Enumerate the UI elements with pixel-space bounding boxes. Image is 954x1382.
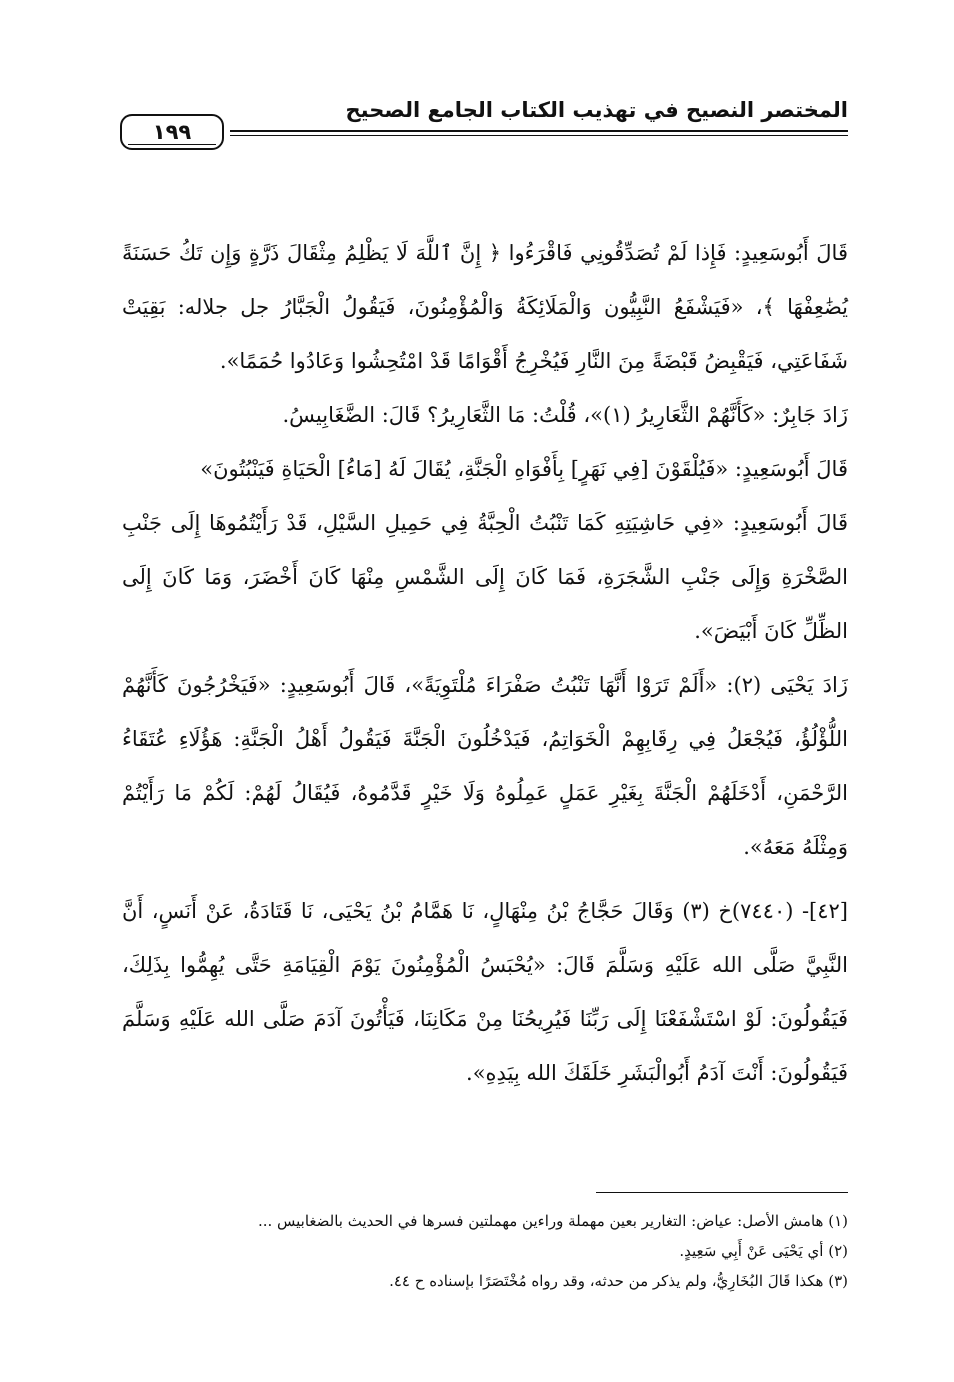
paragraph: قَالَ أَبُوسَعِيدٍ: فَإِذا لَمْ تُصَدِّقُونِي فَاقْرَءُوا ﴿ إِنَّ ٱللَّهَ لَا يَظْلِمُ مِثْقَالَ ذَرَّةٍ وَإِن تَكُ حَسَنَةً يُضَٰعِفْهَا ﴾، «فَيَشْفَعُ النَّبِيُّون وَالْمَلَائِكَةُ وَالْمُؤْمِنُونَ، فَيَقُولُ الْجَبَّارُ جل جلاله: بَقِيَتْ شَفَاعَتِي، فَيَقْبِضُ قَبْضَةً مِنَ النَّارِ فَيُخْرِجُ أَقْوَامًا قَدْ امْتُحِشُوا وَعَادُوا حُمَمًا». xyxy=(122,241,848,373)
paragraph: زَادَ جَابِرٌ: «كَأَنَّهُمْ الثَّعَارِيرُ (١)»، قُلْتُ: مَا الثَّعَارِيرُ؟ قَالَ: الضَّغَابِيسُ. xyxy=(282,403,848,427)
footnote-1: (١) هامش الأصل: عياض: التغارير بعين مهملة وراءين مهملتين فسرها في الحديث بالضغابيس ... xyxy=(257,1212,848,1230)
paragraph: قَالَ أَبُوسَعِيدٍ: «فَيُلْقَوْنَ [فِي نَهَرٍ] بِأَفْوَاهِ الْجَنَّةِ، يُقَالَ لَهُ [مَاءُ] الْحَيَاةِ فَيَنْبُتُونَ» xyxy=(200,457,848,481)
hadith-paragraph: [٤٢]- (٧٤٤٠)خ (٣) وَقَالَ حَجَّاجُ بْنُ مِنْهَالٍ، نَا هَمَّامُ بْنُ يَحْيَى، نَا قَتَادَةُ، عَنْ أَنَسٍ، أَنَّ النَّبِيَّ صَلَّى الله عَلَيْهِ وَسَلَّمَ قَالَ: «يُحْبَسُ الْمُؤْمِنُونَ يَوْمَ الْقِيَامَةِ حَتَّى يُهِمُّوا بِذَلِكَ، فَيَقُولُونَ: لَوْ اسْتَشْفَعْنَا إِلَى رَبِّنَا فَيُرِيحُنَا مِنْ مَكَانِنَا، فَيَأْتُونَ آدَمَ صَلَّى الله عَلَيْهِ وَسَلَّمَ فَيَقُولُونَ: أَنْتَ آدَمُ أَبُوالْبَشَرِ خَلَقَكَ الله بِيَدِهِ». xyxy=(122,899,848,1085)
footnote-divider xyxy=(596,1192,848,1193)
paragraph: قَالَ أَبُوسَعِيدٍ: «فِي حَاشِيَتِهِ كَمَا تَنْبُتُ الْحِبَّةُ فِي حَمِيلِ السَّيْلِ، قَدْ رَأَيْتُمُوهَا إِلَى جَنْبِ الصَّخْرَةِ وَإِلَى جَنْبِ الشَّجَرَةِ، فَمَا كَانَ إِلَى الشَّمْسِ مِنْهَا كَانَ أَخْضَرَ، وَمَا كَانَ إِلَى الظِّلِّ كَانَ أَبْيَضَ». xyxy=(122,511,848,643)
page-number: ١٩٩ xyxy=(120,114,224,150)
footnote-2: (٢) أي يَحْيَى عَنْ أَبِي سَعِيدٍ. xyxy=(679,1242,848,1260)
paragraph: زَادَ يَحْيَى (٢): «أَلَمْ تَرَوْا أَنَّهَا تَنْبُتُ صَفْرَاءَ مُلْتَوِيَةً»، قَالَ أَبُوسَعِيدٍ: «فَيَخْرُجُونَ كَأَنَّهُمْ اللُّؤْلُؤُ، فَيُجْعَلُ فِي رِقَابِهِمْ الْخَوَاتِمُ، فَيَدْخُلُونَ الْجَنَّةَ فَيَقُولُ أَهْلُ الْجَنَّةِ: هَؤُلَاءِ عُتَقَاءُ الرَّحْمَنِ، أَدْخَلَهُمْ الْجَنَّةَ بِغَيْرِ عَمَلٍ عَمِلُوهُ وَلَا خَيْرٍ قَدَّمُوهُ، فَيُقَالُ لَهُمْ: لَكُمْ مَا رَأَيْتُمْ وَمِثْلَهُ مَعَهُ». xyxy=(122,673,848,859)
footnote-3: (٣) هكذا قَالَ البُخَارِيُّ، ولم يذكر من حدثه، وقد رواه مُخْتَصَرًا بإسناده ح ٤٤. xyxy=(389,1272,848,1290)
page-header xyxy=(120,92,848,152)
main-text xyxy=(122,226,848,1100)
running-title: المختصر النصيح في تهذيب الكتاب الجامع الصحيح xyxy=(345,98,848,122)
footnotes xyxy=(122,1206,848,1296)
header-rule xyxy=(230,130,848,136)
